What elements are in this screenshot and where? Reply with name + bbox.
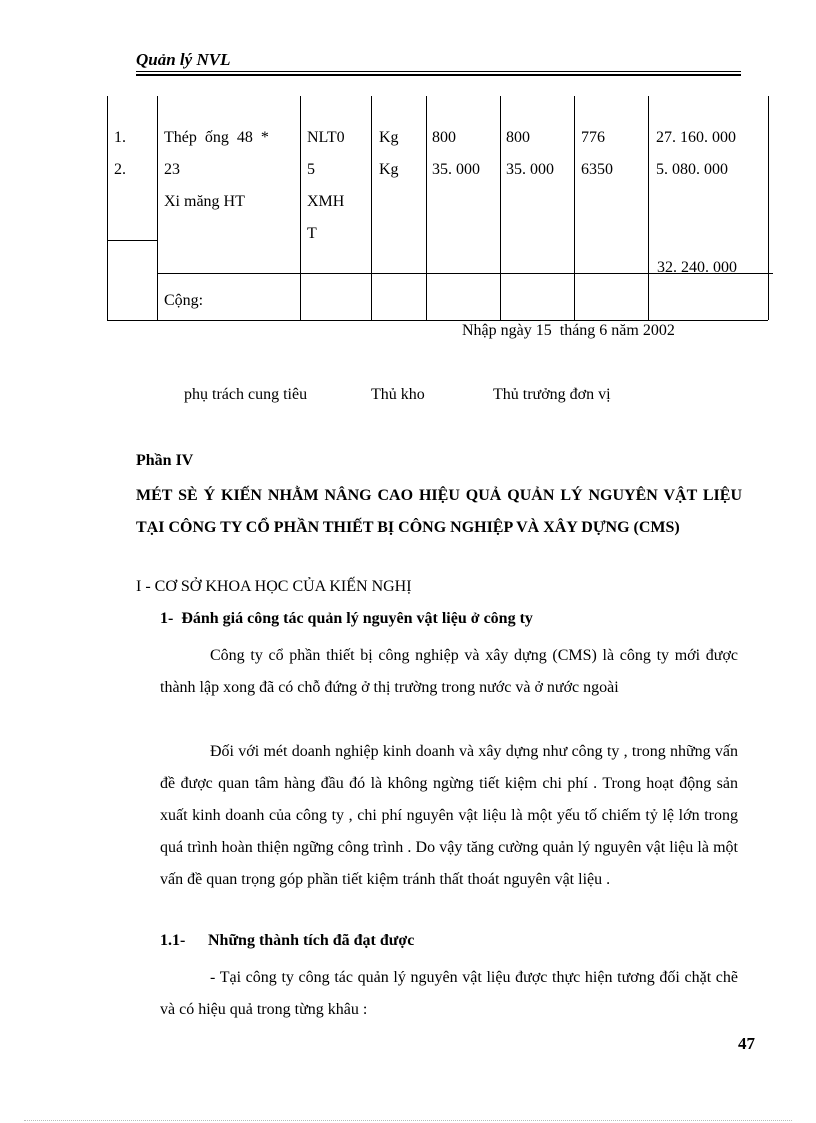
part-label: Phần IV (136, 452, 194, 469)
table-cell-value (581, 122, 613, 186)
table-cell-text: 27. 160. 000 (656, 129, 736, 146)
table-cell-text: 35. 000 (506, 161, 554, 178)
table-cell-text: Xi măng HT (164, 193, 245, 210)
paragraph: Công ty cổ phần thiết bị công nghiệp và xây dựng (CMS) là công ty mới được thành lập xong đã có chỗ đứng ở thị trường trong nước và ở nước ngoài (160, 647, 738, 696)
table-cell-text: Kg (379, 129, 399, 146)
table-cell-text: Thép ống 48 * (164, 129, 269, 146)
part-title: MÉT SÈ Ý KIẾN NHẰM NÂNG CAO HIỆU QUẢ QUẢN LÝ NGUYÊN VẬT LIỆU TẠI CÔNG TY CỔ PHẦN THIẾT BỊ CÔNG NGHIỆP VÀ XÂY DỰNG (CMS) (136, 487, 742, 536)
subsection-title: 1- Đánh giá công tác quản lý nguyên vật liệu ở công ty (160, 610, 533, 627)
signature-label: Thủ trưởng đơn vị (493, 386, 611, 403)
table-cell-text: 776 (581, 129, 605, 146)
table-col-divider (371, 96, 372, 320)
section-title: I - CƠ SỞ KHOA HỌC CỦA KIẾN NGHỊ (136, 578, 412, 595)
table-cell-text: 23 (164, 161, 180, 178)
table-cell-text: 6350 (581, 161, 613, 178)
table-cell-text: 5. 080. 000 (656, 161, 728, 178)
table-col-divider (426, 96, 427, 320)
table-col-divider (648, 96, 649, 320)
table-cell-text: 1. (114, 129, 126, 146)
signature-label: phụ trách cung tiêu (184, 386, 308, 403)
page-bottom-rule (24, 1120, 792, 1121)
table-border-left (107, 96, 108, 320)
table-border-bottom (107, 320, 768, 321)
table-cell-text: 800 (432, 129, 456, 146)
receipt-date: Nhập ngày 15 tháng 6 năm 2002 (462, 322, 675, 339)
table-cell-value (432, 122, 480, 186)
header-rule-thick (136, 74, 741, 76)
subsection-number: 1.1- (160, 932, 186, 949)
table-total-label: Cộng: (164, 292, 204, 309)
subsection-heading (160, 932, 414, 950)
table-cell-text: 2. (114, 161, 126, 178)
table-cell-text: T (307, 225, 317, 242)
table-border-right (768, 96, 769, 320)
table-cell-text: 35. 000 (432, 161, 480, 178)
paragraph: - Tại công ty công tác quản lý nguyên vật liệu được thực hiện tương đối chặt chẽ và có hiệu quả trong từng khâu : (160, 969, 738, 1018)
table-cell-text: NLT0 (307, 129, 345, 146)
table-col-divider (157, 96, 158, 320)
paragraph: Đối với mét doanh nghiệp kinh doanh và xây dựng như công ty , trong những vấn đề được quan tâm hàng đầu đó là không ngừng tiết kiệm chi phí . Trong hoạt động sản xuất kinh doanh của công ty , chi phí nguyên vật liệu là một yếu tố chiếm tỷ lệ lớn trong quá trình hoàn thiện ngững công trình . Do vậy tăng cường quản lý nguyên vật liệu là một vấn đề quan trọng góp phần tiết kiệm tránh thất thoát nguyên vật liệu . (160, 743, 738, 888)
table-cell-amount (656, 122, 736, 186)
table-col-divider (500, 96, 501, 320)
table-cell-text: Kg (379, 161, 399, 178)
table-cell-code (307, 122, 345, 250)
table-cell-unit (379, 122, 399, 186)
table-total-amount: 32. 240. 000 (657, 259, 737, 276)
running-header-title: Quản lý NVL (136, 50, 231, 69)
table-col-divider (574, 96, 575, 320)
table-col-divider (300, 96, 301, 320)
table-cell-text: 800 (506, 129, 530, 146)
table-row-divider (107, 240, 157, 241)
subsection-title: Những thành tích đã đạt được (208, 932, 415, 949)
table-cell-text: XMH (307, 193, 345, 210)
page-number: 47 (738, 1034, 755, 1053)
table-cell-value (506, 122, 554, 186)
table-cell-material-name (164, 122, 269, 218)
signature-label: Thủ kho (371, 386, 425, 403)
table-cell-stt (114, 122, 126, 186)
table-cell-text: 5 (307, 161, 315, 178)
header-rule-thin (136, 71, 741, 72)
